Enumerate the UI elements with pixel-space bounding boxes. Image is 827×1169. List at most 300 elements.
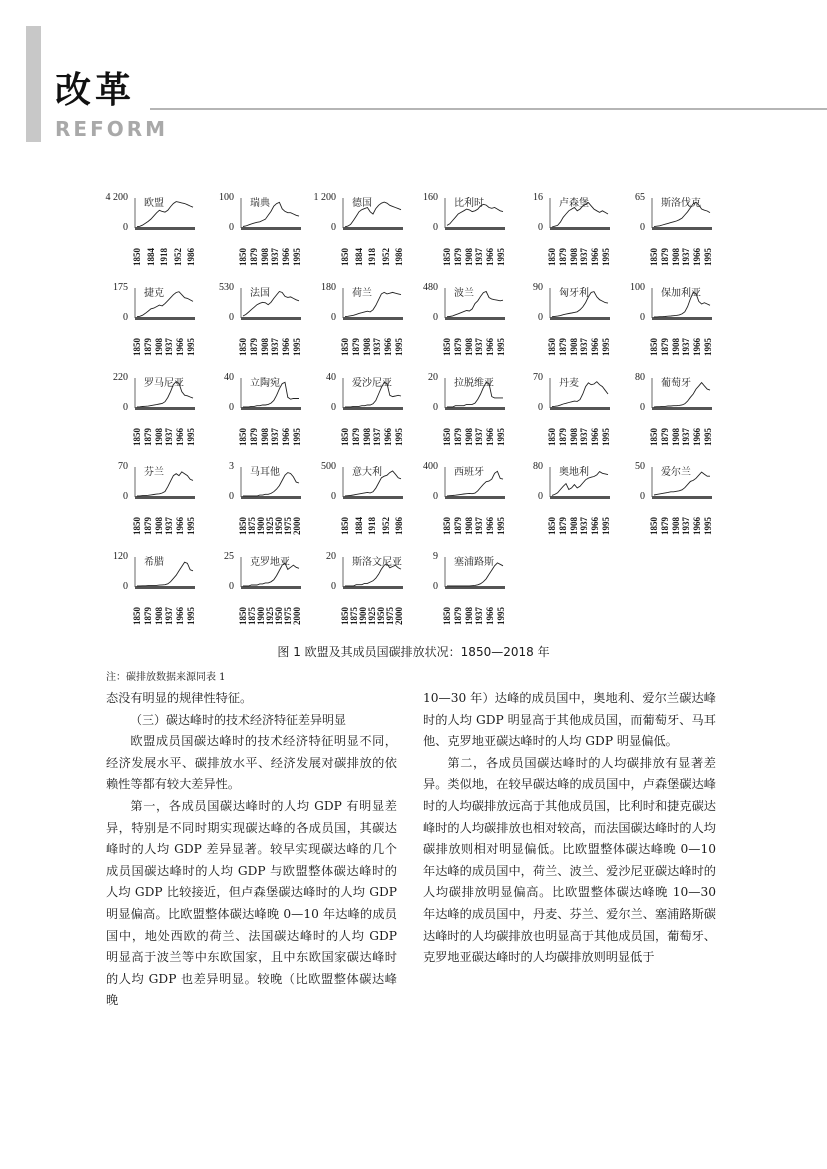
chart-title: 丹麦 — [559, 378, 579, 389]
line-chart — [313, 282, 413, 322]
line-chart — [105, 461, 205, 501]
x-tick-label: 1966 — [485, 428, 496, 446]
x-tick-label: 1966 — [281, 428, 292, 446]
x-tick-label: 1937 — [681, 248, 692, 266]
x-tick-label: 1937 — [270, 428, 281, 446]
x-tick-label: 1966 — [590, 428, 601, 446]
x-tick-label: 1995 — [496, 607, 506, 625]
chart-panel — [105, 282, 205, 372]
left-column — [106, 688, 397, 1012]
series-line — [654, 383, 710, 407]
x-tick-label: 1850 — [238, 517, 248, 535]
line-chart — [520, 192, 620, 232]
x-tick-label: 1966 — [175, 517, 186, 535]
x-axis — [550, 407, 610, 410]
y-max-label: 40 — [224, 372, 234, 383]
x-tick-label: 1850 — [238, 338, 248, 356]
x-tick-label: 1879 — [557, 338, 568, 356]
y-max-label: 90 — [533, 282, 543, 293]
chart-title: 奥地利 — [559, 467, 589, 478]
x-tick-label: 1850 — [132, 248, 142, 266]
x-tick-label: 1879 — [557, 248, 568, 266]
series-line — [654, 202, 710, 226]
x-tick-label: 1879 — [659, 517, 670, 535]
chart-panel — [520, 282, 620, 372]
x-tick-label: 1850 — [132, 338, 142, 356]
x-tick-label: 1995 — [496, 517, 506, 535]
chart-title: 德国 — [352, 198, 372, 209]
y-zero-label: 0 — [640, 491, 645, 502]
x-tick-label: 1908 — [463, 248, 474, 266]
y-zero-label: 0 — [433, 581, 438, 592]
line-chart — [211, 192, 311, 232]
y-zero-label: 0 — [229, 222, 234, 233]
x-tick-label: 1937 — [164, 607, 175, 625]
x-tick-label: 1966 — [590, 338, 601, 356]
x-tick-label: 1884 — [145, 248, 156, 266]
y-max-label: 70 — [118, 461, 128, 472]
chart-panel — [313, 461, 413, 551]
x-tick-label: 1879 — [557, 517, 568, 535]
y-max-label: 160 — [423, 192, 438, 203]
chart-title: 葡萄牙 — [661, 378, 691, 389]
line-chart — [415, 282, 515, 322]
x-tick-label: 1908 — [568, 428, 579, 446]
x-tick-label: 1937 — [474, 607, 485, 625]
series-line — [447, 292, 503, 317]
x-axis — [445, 496, 505, 499]
x-tick-label: 1900 — [256, 517, 266, 535]
x-tick-label: 1908 — [259, 428, 270, 446]
x-tick-label: 1966 — [281, 248, 292, 266]
y-zero-label: 0 — [331, 491, 336, 502]
line-chart — [105, 372, 205, 412]
x-axis — [135, 586, 195, 589]
x-tick-label: 1850 — [238, 428, 248, 446]
x-tick-label: 1966 — [692, 338, 703, 356]
x-tick-label: 1908 — [361, 338, 372, 356]
x-axis — [241, 407, 301, 410]
chart-panel — [415, 551, 515, 641]
chart-title: 希腊 — [144, 557, 164, 568]
series-line — [243, 292, 299, 317]
chart-title: 塞浦路斯 — [454, 557, 494, 568]
series-line — [447, 204, 503, 225]
journal-subtitle: REFORM — [55, 117, 169, 141]
line-chart — [313, 551, 413, 591]
x-tick-label: 1908 — [670, 428, 681, 446]
x-tick-label: 1995 — [292, 338, 302, 356]
y-zero-label: 0 — [433, 222, 438, 233]
y-max-label: 530 — [219, 282, 234, 293]
x-axis — [135, 317, 195, 320]
series-line — [243, 473, 299, 496]
x-tick-label: 1995 — [703, 338, 713, 356]
line-chart — [313, 461, 413, 501]
chart-panel — [622, 282, 722, 372]
chart-panel — [622, 372, 722, 462]
paragraph: 态没有明显的规律性特征。 — [106, 691, 253, 705]
chart-panel — [415, 461, 515, 551]
x-tick-label: 1850 — [649, 338, 659, 356]
x-tick-label: 1937 — [474, 248, 485, 266]
x-tick-label: 1966 — [692, 517, 703, 535]
paragraph: 10—30 年）达峰的成员国中，奥地利、爱尔兰碳达峰时的人均 GDP 明显高于其他成员国，而葡萄牙、马耳他、克罗地亚碳达峰时的人均 GDP 明显偏低。 — [423, 691, 716, 749]
x-tick-label: 1908 — [361, 428, 372, 446]
x-tick-label: 1966 — [383, 428, 394, 446]
series-line — [243, 202, 299, 226]
line-chart — [415, 461, 515, 501]
x-tick-label: 1995 — [292, 248, 302, 266]
y-max-label: 16 — [533, 192, 543, 203]
y-zero-label: 0 — [331, 581, 336, 592]
x-tick-label: 1879 — [659, 428, 670, 446]
x-tick-label: 1850 — [547, 428, 557, 446]
x-tick-label: 1850 — [442, 607, 452, 625]
x-tick-label: 1937 — [372, 428, 383, 446]
y-zero-label: 0 — [229, 491, 234, 502]
chart-title: 欧盟 — [144, 198, 164, 209]
chart-title: 西班牙 — [454, 467, 484, 478]
x-tick-label: 1850 — [442, 428, 452, 446]
y-max-label: 20 — [326, 551, 336, 562]
x-tick-label: 1908 — [463, 607, 474, 625]
chart-title: 斯洛伐克 — [661, 198, 701, 209]
x-tick-label: 1937 — [579, 248, 590, 266]
y-zero-label: 0 — [640, 222, 645, 233]
y-zero-label: 0 — [538, 402, 543, 413]
y-max-label: 80 — [635, 372, 645, 383]
line-chart — [105, 192, 205, 232]
y-zero-label: 0 — [229, 402, 234, 413]
x-axis — [652, 407, 712, 410]
x-tick-label: 1879 — [142, 338, 153, 356]
x-tick-label: 1995 — [601, 517, 611, 535]
x-tick-label: 1966 — [590, 248, 601, 266]
y-zero-label: 0 — [123, 312, 128, 323]
x-axis — [241, 317, 301, 320]
x-axis — [343, 496, 403, 499]
x-axis — [241, 496, 301, 499]
x-tick-label: 1950 — [376, 607, 386, 625]
x-tick-label: 1937 — [681, 428, 692, 446]
paragraph: 第一，各成员国碳达峰时的人均 GDP 有明显差异，特别是不同时期实现碳达峰的各成员国，其碳达峰时的人均 GDP 差异显著。较早实现碳达峰的几个成员国碳达峰时的人均 GDP 与欧盟整体碳达峰时的人均 GDP 比较接近，但卢森堡碳达峰时的人均 GDP 明显偏高。比欧盟整体碳达峰晚 0—10 年达峰的成员国中，地处西欧的荷兰、法国碳达峰时的人均 GDP 明显高于波兰等中东欧国家，且中东欧国家碳达峰时的人均 GDP 也差异明显。较晚（比欧盟整体碳达峰晚 — [106, 798, 397, 1008]
x-tick-label: 1952 — [380, 517, 391, 535]
x-axis — [550, 317, 610, 320]
chart-panel — [520, 192, 620, 282]
series-line — [552, 203, 608, 227]
y-max-label: 4 200 — [105, 192, 128, 203]
x-tick-label: 1908 — [153, 517, 164, 535]
x-tick-label: 1937 — [164, 428, 175, 446]
x-tick-label: 1937 — [164, 338, 175, 356]
x-tick-label: 1995 — [703, 248, 713, 266]
x-tick-label: 1995 — [394, 338, 404, 356]
line-chart — [313, 372, 413, 412]
x-tick-label: 1879 — [452, 607, 463, 625]
x-tick-label: 1879 — [452, 517, 463, 535]
series-line — [552, 292, 608, 317]
chart-panel — [211, 551, 311, 641]
x-tick-label: 1966 — [485, 338, 496, 356]
x-tick-label: 1995 — [186, 517, 196, 535]
x-tick-label: 1879 — [557, 428, 568, 446]
chart-title: 捷克 — [144, 288, 164, 299]
series-line — [345, 471, 401, 496]
y-max-label: 80 — [533, 461, 543, 472]
chart-panel — [105, 372, 205, 462]
x-tick-label: 1850 — [132, 517, 142, 535]
x-tick-label: 1995 — [186, 338, 196, 356]
y-zero-label: 0 — [433, 312, 438, 323]
paragraph: 第二，各成员国碳达峰时的人均碳排放有显著差异。类似地，在较早碳达峰的成员国中，卢森堡碳达峰时的人均碳排放远高于其他成员国，比利时和捷克碳达峰时的人均碳排放也相对较高，而法国碳达峰时的人均碳排放则相对明显偏低。比欧盟整体碳达峰晚 0—10 年达峰的成员国中，荷兰、波兰、爱沙尼亚碳达峰时的人均碳排放明显偏高。比欧盟整体碳达峰晚 10—30 年达峰的成员国中，丹麦、芬兰、爱尔兰、塞浦路斯碳达峰时的人均碳排放也明显高于其他成员国，葡萄牙、克罗地亚碳达峰时的人均碳排放则明显低于 — [423, 755, 716, 965]
x-tick-label: 1879 — [350, 428, 361, 446]
chart-panel — [415, 372, 515, 462]
x-tick-label: 1966 — [692, 248, 703, 266]
x-axis — [343, 586, 403, 589]
chart-panel — [415, 192, 515, 282]
x-axis — [241, 227, 301, 230]
x-tick-label: 1950 — [274, 517, 284, 535]
x-tick-label: 1966 — [383, 338, 394, 356]
y-max-label: 40 — [326, 372, 336, 383]
x-tick-label: 1995 — [601, 248, 611, 266]
x-tick-label: 1850 — [547, 517, 557, 535]
x-tick-label: 1908 — [463, 428, 474, 446]
x-tick-label: 1875 — [247, 607, 257, 625]
chart-panel — [415, 282, 515, 372]
x-tick-label: 1908 — [568, 338, 579, 356]
y-max-label: 500 — [321, 461, 336, 472]
series-line — [137, 202, 193, 227]
series-line — [243, 382, 299, 407]
x-tick-label: 1937 — [579, 428, 590, 446]
chart-title: 罗马尼亚 — [144, 378, 184, 389]
x-tick-label: 1995 — [394, 428, 404, 446]
chart-panel — [313, 192, 413, 282]
x-tick-label: 1937 — [681, 338, 692, 356]
series-line — [447, 471, 503, 496]
x-tick-label: 1995 — [496, 428, 506, 446]
journal-title: 改革 — [55, 69, 136, 111]
x-tick-label: 1908 — [259, 248, 270, 266]
line-chart — [415, 551, 515, 591]
line-chart — [211, 282, 311, 322]
x-tick-label: 1966 — [692, 428, 703, 446]
chart-panel — [520, 372, 620, 462]
x-axis — [445, 586, 505, 589]
x-tick-label: 1986 — [394, 248, 404, 266]
line-chart — [211, 372, 311, 412]
x-tick-label: 1908 — [670, 517, 681, 535]
x-tick-label: 1850 — [442, 248, 452, 266]
y-zero-label: 0 — [433, 491, 438, 502]
x-tick-label: 1966 — [175, 607, 186, 625]
x-tick-label: 1879 — [452, 248, 463, 266]
chart-title: 卢森堡 — [559, 198, 589, 209]
series-line — [137, 382, 193, 407]
x-tick-label: 1879 — [452, 428, 463, 446]
series-line — [137, 472, 193, 496]
chart-title: 爱尔兰 — [661, 467, 691, 478]
x-tick-label: 1900 — [358, 607, 368, 625]
x-tick-label: 1879 — [248, 428, 259, 446]
series-line — [345, 202, 401, 227]
chart-title: 匈牙利 — [559, 288, 589, 299]
chart-panel — [105, 551, 205, 641]
y-zero-label: 0 — [538, 312, 543, 323]
x-axis — [445, 317, 505, 320]
series-line — [243, 563, 299, 586]
x-axis — [652, 317, 712, 320]
x-tick-label: 1879 — [659, 248, 670, 266]
x-tick-label: 1937 — [681, 517, 692, 535]
x-tick-label: 1952 — [172, 248, 183, 266]
y-max-label: 400 — [423, 461, 438, 472]
x-tick-label: 1875 — [247, 517, 257, 535]
x-tick-label: 1908 — [463, 338, 474, 356]
chart-title: 拉脱维亚 — [454, 378, 494, 389]
right-column — [423, 688, 716, 969]
x-tick-label: 1950 — [274, 607, 284, 625]
y-max-label: 175 — [113, 282, 128, 293]
figure-caption: 图 1 欧盟及其成员国碳排放状况：1850—2018 年 — [277, 645, 550, 659]
y-zero-label: 0 — [229, 312, 234, 323]
y-zero-label: 0 — [229, 581, 234, 592]
x-tick-label: 1900 — [256, 607, 266, 625]
chart-panel — [313, 372, 413, 462]
x-tick-label: 1966 — [175, 338, 186, 356]
y-zero-label: 0 — [331, 222, 336, 233]
x-tick-label: 1879 — [142, 517, 153, 535]
x-axis — [652, 227, 712, 230]
x-axis — [550, 227, 610, 230]
x-tick-label: 1937 — [579, 338, 590, 356]
figure-note: 注：碳排放数据来源同表 1 — [106, 672, 226, 683]
x-tick-label: 1850 — [340, 338, 350, 356]
x-tick-label: 1908 — [153, 428, 164, 446]
x-tick-label: 1975 — [283, 607, 293, 625]
y-max-label: 50 — [635, 461, 645, 472]
chart-panel — [313, 551, 413, 641]
y-max-label: 100 — [219, 192, 234, 203]
line-chart — [622, 282, 722, 322]
x-tick-label: 1879 — [350, 338, 361, 356]
x-tick-label: 1937 — [474, 338, 485, 356]
x-tick-label: 1995 — [186, 428, 196, 446]
series-line — [447, 382, 503, 407]
x-tick-label: 1879 — [142, 428, 153, 446]
line-chart — [520, 461, 620, 501]
x-tick-label: 1918 — [159, 248, 169, 266]
y-max-label: 70 — [533, 372, 543, 383]
chart-panel — [211, 192, 311, 282]
x-tick-label: 1879 — [248, 338, 259, 356]
series-line — [552, 382, 608, 407]
x-tick-label: 1908 — [568, 517, 579, 535]
line-chart — [520, 372, 620, 412]
series-line — [137, 292, 193, 317]
x-tick-label: 1908 — [463, 517, 474, 535]
x-tick-label: 1995 — [292, 428, 302, 446]
y-zero-label: 0 — [123, 402, 128, 413]
series-line — [552, 472, 608, 496]
y-max-label: 120 — [113, 551, 128, 562]
line-chart — [622, 372, 722, 412]
x-axis — [445, 407, 505, 410]
line-chart — [211, 551, 311, 591]
x-tick-label: 1966 — [175, 428, 186, 446]
x-tick-label: 1937 — [372, 338, 383, 356]
x-tick-label: 1986 — [394, 517, 404, 535]
x-tick-label: 1966 — [485, 517, 496, 535]
x-tick-label: 1908 — [259, 338, 270, 356]
x-tick-label: 1850 — [340, 428, 350, 446]
x-tick-label: 1975 — [385, 607, 395, 625]
x-axis — [343, 227, 403, 230]
y-zero-label: 0 — [331, 312, 336, 323]
line-chart — [622, 192, 722, 232]
y-max-label: 100 — [630, 282, 645, 293]
x-tick-label: 1937 — [270, 248, 281, 266]
chart-title: 意大利 — [352, 467, 382, 478]
x-tick-label: 1966 — [485, 248, 496, 266]
chart-title: 芬兰 — [144, 467, 164, 478]
x-tick-label: 1908 — [153, 338, 164, 356]
x-tick-label: 1995 — [601, 428, 611, 446]
y-zero-label: 0 — [640, 402, 645, 413]
y-zero-label: 0 — [538, 491, 543, 502]
line-chart — [622, 461, 722, 501]
x-tick-label: 1850 — [649, 428, 659, 446]
series-line — [447, 563, 503, 586]
x-axis — [135, 496, 195, 499]
chart-title: 荷兰 — [352, 288, 372, 299]
x-axis — [241, 586, 301, 589]
x-tick-label: 1995 — [703, 517, 713, 535]
x-tick-label: 1952 — [380, 248, 391, 266]
line-chart — [415, 192, 515, 232]
x-tick-label: 1966 — [485, 607, 496, 625]
series-line — [345, 564, 401, 586]
x-tick-label: 1879 — [659, 338, 670, 356]
chart-panel — [313, 282, 413, 372]
x-tick-label: 1966 — [590, 517, 601, 535]
chart-panel — [211, 461, 311, 551]
x-tick-label: 1850 — [649, 517, 659, 535]
paragraph: 欧盟成员国碳达峰时的技术经济特征明显不同，经济发展水平、碳排放水平、经济发展对碳排放的依赖性等都有较大差异性。 — [106, 734, 397, 792]
y-max-label: 65 — [635, 192, 645, 203]
y-max-label: 180 — [321, 282, 336, 293]
y-max-label: 480 — [423, 282, 438, 293]
x-tick-label: 1850 — [132, 607, 142, 625]
chart-panel — [211, 282, 311, 372]
x-tick-label: 1850 — [547, 338, 557, 356]
x-tick-label: 1995 — [703, 428, 713, 446]
x-tick-label: 1879 — [248, 248, 259, 266]
y-max-label: 1 200 — [313, 192, 336, 203]
chart-title: 保加利亚 — [661, 288, 701, 299]
x-tick-label: 1986 — [186, 248, 196, 266]
line-chart — [313, 192, 413, 232]
y-zero-label: 0 — [123, 581, 128, 592]
line-chart — [520, 282, 620, 322]
chart-title: 立陶宛 — [250, 378, 280, 389]
series-line — [654, 472, 710, 495]
y-max-label: 9 — [433, 551, 438, 562]
x-tick-label: 1908 — [153, 607, 164, 625]
chart-panel — [520, 461, 620, 551]
